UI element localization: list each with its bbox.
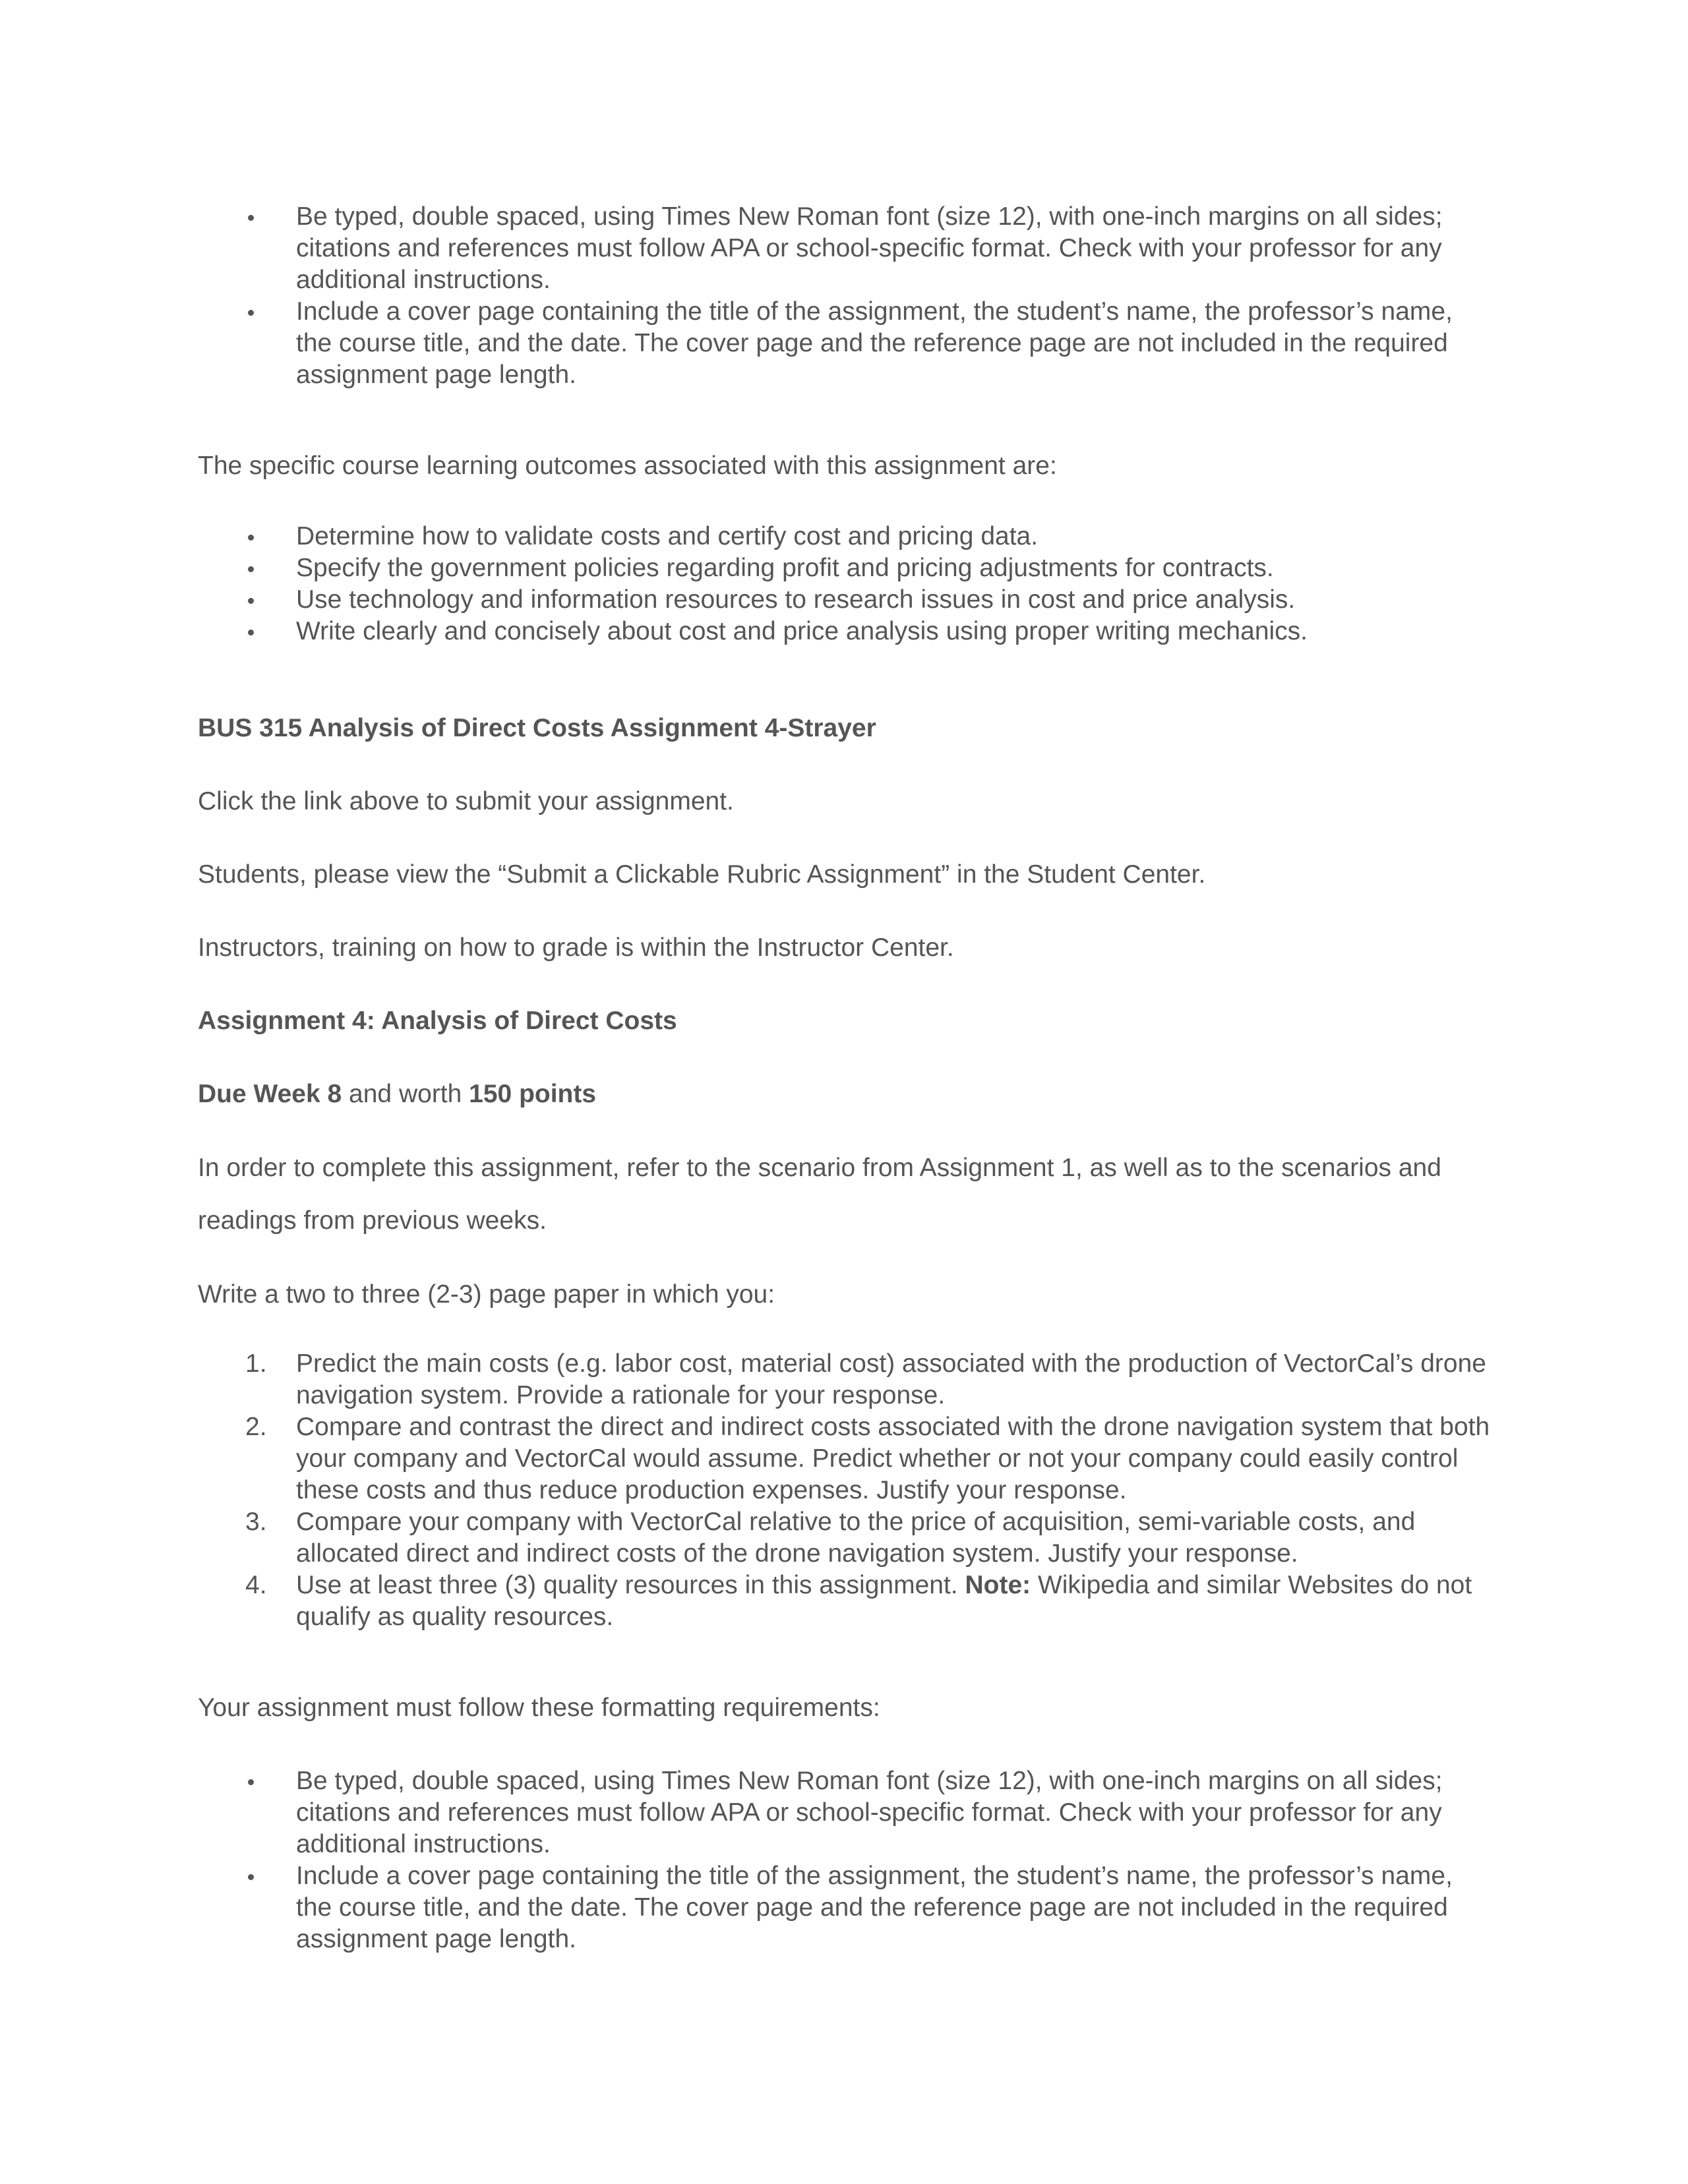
- outcome-text: Use technology and information resources to research issues in cost and price analysis.: [296, 585, 1296, 614]
- due-line: [198, 1078, 1490, 1110]
- list-item: [198, 296, 1490, 391]
- outcomes-intro-text: The specific course learning outcomes associated with this assignment are:: [198, 452, 1057, 480]
- instructors-text: Instructors, training on how to grade is within the Instructor Center.: [198, 933, 954, 962]
- course-heading-block: [198, 713, 1490, 744]
- task-text: Predict the main costs (e.g. labor cost, material cost) associated with the production of VectorCal’s drone navigation system. Provide a rationale for your response.: [296, 1349, 1486, 1409]
- students-block: [198, 859, 1490, 891]
- write-prompt-block: [198, 1279, 1490, 1311]
- bottom-requirements-section: [198, 1765, 1490, 1955]
- list-item: [198, 1570, 1490, 1633]
- assignment-title-block: [198, 1005, 1490, 1037]
- top-requirements-list: [198, 201, 1490, 391]
- intro-paragraph: In order to complete this assignment, refer to the scenario from Assignment 1, as well as to the scenarios and readings from previous weeks.: [198, 1154, 1441, 1235]
- list-item: [198, 1348, 1490, 1411]
- list-item: [198, 521, 1490, 552]
- outcome-text: Specify the government policies regarding profit and pricing adjustments for contracts.: [296, 554, 1274, 582]
- instructors-block: [198, 932, 1490, 964]
- list-item: [198, 616, 1490, 647]
- due-connector: and worth: [342, 1080, 469, 1108]
- due-label: Due Week 8: [198, 1080, 342, 1108]
- points-value: 150 points: [469, 1080, 597, 1108]
- students-text: Students, please view the “Submit a Clickable Rubric Assignment” in the Student Center.: [198, 860, 1206, 889]
- list-item: [198, 1765, 1490, 1860]
- list-item: [198, 1411, 1490, 1506]
- assignment-title: Assignment 4: Analysis of Direct Costs: [198, 1007, 677, 1035]
- formatting-intro: Your assignment must follow these formatting requirements:: [198, 1694, 880, 1722]
- outcome-text: Determine how to validate costs and certify cost and pricing data.: [296, 522, 1039, 550]
- task-text: Compare your company with VectorCal relative to the price of acquisition, semi-variable costs, and allocated direct and indirect costs of the drone navigation system. Justify your response.: [296, 1508, 1416, 1568]
- click-link-text: Click the link above to submit your assignment.: [198, 787, 734, 815]
- course-heading: BUS 315 Analysis of Direct Costs Assignment 4-Strayer: [198, 714, 876, 742]
- intro-paragraph-block: [198, 1142, 1490, 1247]
- tasks-section: [198, 1348, 1490, 1633]
- list-item: [198, 552, 1490, 584]
- task-text: Compare and contrast the direct and indirect costs associated with the drone navigation system that both your company and VectorCal would assume. Predict whether or not your company could easily control these costs and thus reduce production expenses. Justify your response.: [296, 1413, 1490, 1504]
- list-item: [198, 584, 1490, 616]
- requirement-text: Include a cover page containing the title of the assignment, the student’s name, the professor’s name, the course title, and the date. The cover page and the reference page are not included in the required assignment page length.: [296, 1862, 1453, 1953]
- outcome-text: Write clearly and concisely about cost and price analysis using proper writing mechanics.: [296, 617, 1308, 645]
- list-item: [198, 201, 1490, 296]
- list-item: [198, 1860, 1490, 1955]
- task-number: 1.: [245, 1349, 267, 1378]
- task-text: Use at least three (3) quality resources in this assignment.: [296, 1571, 965, 1599]
- outcomes-section: [198, 521, 1490, 647]
- bottom-requirements-list: [198, 1765, 1490, 1955]
- requirement-text: Be typed, double spaced, using Times New Roman font (size 12), with one-inch margins on all sides; citations and references must follow APA or school-specific format. Check with your professor for any additional instructions.: [296, 202, 1443, 294]
- task-number: 2.: [245, 1413, 267, 1441]
- click-link-block: [198, 786, 1490, 817]
- requirement-text: Include a cover page containing the title of the assignment, the student’s name, the professor’s name, the course title, and the date. The cover page and the reference page are not included in the required assignment page length.: [296, 297, 1453, 389]
- list-item: [198, 1506, 1490, 1570]
- note-label: Note:: [965, 1571, 1031, 1599]
- task-number: 4.: [245, 1571, 267, 1599]
- tasks-list: [198, 1348, 1490, 1633]
- note-text: Wikipedia and similar Websites do not qualify as quality resources.: [296, 1571, 1472, 1631]
- write-prompt: Write a two to three (2-3) page paper in which you:: [198, 1280, 775, 1309]
- top-requirements-section: [198, 201, 1490, 391]
- formatting-intro-block: [198, 1692, 1490, 1724]
- requirement-text: Be typed, double spaced, using Times New Roman font (size 12), with one-inch margins on all sides; citations and references must follow APA or school-specific format. Check with your professor for any additional instructions.: [296, 1767, 1443, 1858]
- outcomes-intro: [198, 450, 1490, 482]
- task-number: 3.: [245, 1508, 267, 1536]
- due-text: [198, 1078, 1490, 1110]
- outcomes-list: [198, 521, 1490, 647]
